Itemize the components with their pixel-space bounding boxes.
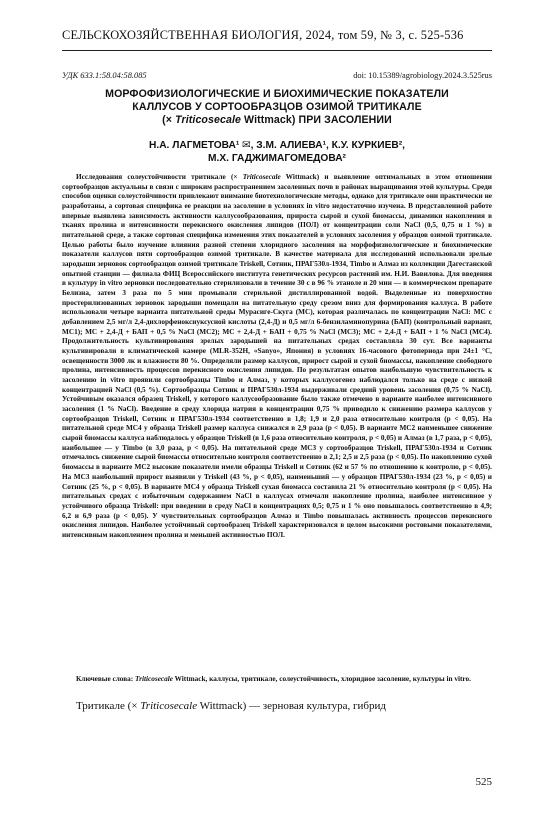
body-pre: Тритикале (× [76, 700, 141, 712]
title-line-2: КАЛЛУСОВ У СОРТООБРАЗЦОВ ОЗИМОЙ ТРИТИКАЛЕ [132, 101, 422, 113]
doi: doi: 10.15389/agrobiology.2024.3.525rus [353, 71, 492, 80]
title-line-3-pre: (× [162, 114, 176, 126]
abstract-paragraph [62, 173, 492, 541]
body-latin-name: Triticosecale [140, 700, 198, 712]
body-post: Wittmack) — зерновая культура, гибрид [197, 700, 386, 712]
title-line-3-post: Wittmack) ПРИ ЗАСОЛЕНИИ [241, 114, 392, 126]
keywords-text: Wittmack, каллусы, тритикале, солеустойчивость, хлоридное засоление, культуры in vitro. [172, 675, 471, 683]
authors-line-1: Н.А. ЛАГМЕТОВА¹ ✉, З.М. АЛИЕВА¹, К.У. КУРКИЕВ², [149, 140, 405, 151]
authors-line-2: М.Х. ГАДЖИМАГОМЕДОВА² [208, 152, 346, 164]
udk-code: УДК 633.1:58.04:58.085 [62, 71, 147, 80]
body-text-start [62, 699, 492, 713]
abstract-latin-name: Triticosecale [242, 173, 281, 181]
abstract [62, 173, 492, 541]
abstract-part-a: Исследования солеустойчивости тритикале (× [76, 173, 243, 181]
title-line-1: МОРФОФИЗИОЛОГИЧЕСКИЕ И БИОХИМИЧЕСКИЕ ПОКАЗАТЕЛИ [105, 88, 449, 100]
page-number: 525 [475, 776, 492, 788]
keywords [62, 675, 492, 685]
title-latin-name: Triticosecale [175, 114, 242, 126]
abstract-part-c: Wittmack) и выявление оптимальных в этом отношении сортообразцов актуальны в связи с широким распространением засоленных почв в районах выращивания этой культуры. Среди способов оценки солеустойчивости привлекают внимание биотехнологические методы, однако для тритикале они практически не разработаны, а сортовая специфика ее реакции на засоление в условиях in vitro недостаточно изучена. В представленной работе впервые выявлена зависимость активности каллусообразования, прироста сырой и сухой биомассы, динамики накопления в тканях пролина и интенсивности перекисного окисления липидов (ПОЛ) от концентрации соли NaCl (0,5, 0,75 и 1 %) в питательной среде, а также сортовая специфика изменения этих показателей в условиях засоления у образцов озимой тритикале. Целью работы было изучение влияния разной степени хлоридного засоления на морфофизиологические и биохимические показатели каллусов пяти сортообразцов озимой тритикале. В качестве материала для исследований использовали зрелые зародыши зерновок сортообразцов озимой тритикале Triskell, Сотник, ПРАГ530л-1934, Timbo и Алмаз из коллекции Дагестанской опытной станции — филиала ФИЦ Всероссийского института генетических ресурсов растений им. Н.И. Вавилова. Для введения в культуру in vitro зерновки последовательно стерилизовали в течение 30 с в 96 % этаноле и 20 мин — в коммерческом препарате Белизна, затем 3 раза по 5 мин промывали стерильной дистиллированной водой. Выделенные из поверхностно простерилизованных зерновок зародыши помещали на питательную среду срезом вниз для формирования каллуса. В работе использовали четыре варианта питательной среды Мурасиге-Скуга (МС), которая различалась по концентрации NaCl: МС с добавлением 2,5 мг/л 2,4-дихлорфеноксиуксусной кислоты (2,4-Д) и 0,5 мг/л 6-бензиламинопурина (БАП) (контрольный вариант, МС1); МС + 2,4-Д + БАП + 0,5 % NaCl (МС2); МС + 2,4-Д + БАП + 0,75 % NaCl (МС3); МС + 2,4-Д + БАП + 1 % NaCl (МС4). Продолжительность культивирования зрелых зародышей на питательных средах составляла 30 сут. Все варианты культивировали в климатической камере (MLR-352H, «Sanyo», Япония) в условиях 16-часового фотопериода при 24±1 °С, освещенности 3000 лк и влажности 80 %. Определяли размер каллусов, прирост сырой и сухой биомассы, накопление свободного пролина, интенсивность процессов перекисного окисления липидов. По результатам опытов наибольшую чувствительность к засолению in vitro проявили сортообразцы Timbo и Алмаз, у которых каллусогенез наблюдался только на среде с низкой концентрацией NaCl (0,5 %). Сортообразцы Сотник и ПРАГ530л-1934 выдерживали средний уровень засоления (0,75 % NaCl). Устойчивым оказался образец Triskell, у которого каллусообразование было также отмечено в варианте наиболее интенсивного засоления (1 % NaCl). Введение в среду хлорида натрия в концентрации 0,75 % приводило к снижению размера каллусов у сортообразцов Triskell, Сотник и ПРАГ530л-1934 соответственно в 1,8; 1,9 и 2,0 раза относительно контроля (р < 0,05). На питательной среде МС4 у образца Triskell размер каллуса снижался в 2,9 раза (р < 0,05). В варианте МС2 наименьшее снижение сырой биомассы каллуса наблюдалось у образцов Triskell (в 1,6 раза относительно контроля, р < 0,05) и Алмаз (в 1,7 раза, р < 0,05), наибольшее — у Timbo (в 3,0 раза, р < 0,05). На питательной среде МС3 у сортообразцов Triskell, ПРАГ530л-1934 и Сотник отмечалось снижение сырой биомассы относительно контроля соответственно в 2,1; 2,5 и 2,5 раза (р < 0,05). По накоплению сухой биомассы в варианте МС2 высокие показатели имели образцы Triskell и Сотник (62 и 57 % по отношению к контролю, р < 0,05). На МС3 наибольший прирост выявили у Triskell (43 %, р < 0,05), наименьший — у образцов ПРАГ530л-1934 (23 %, р < 0,05) и Сотник (25 %, р < 0,05). В варианте МС4 у образца Triskell сухая биомасса составила 21 % относительно контроля (р < 0,05). На питательных средах с избыточным содержанием NaCl в каллусах отмечали накопление пролина, наиболее интенсивное у устойчивого образца Triskell: при введении в среду NaCl в концентрациях 0,5; 0,75 и 1 % оно повышалось соответственно в 4,9; 6,2 и 6,9 раза (р < 0,05). У чувствительных сортообразцов Алмаз и Timbo повышалась активность процессов перекисного окисления липидов. Наиболее устойчивый сортообразец Triskell характеризовался в целом высокими ростовыми показателями, интенсивным накоплением пролина и меньшей активностью ПОЛ. [62, 173, 492, 539]
article-title [62, 88, 492, 127]
running-head: СЕЛЬСКОХОЗЯЙСТВЕННАЯ БИОЛОГИЯ, 2024, том 59, № 3, с. 525-536 [62, 28, 464, 42]
authors [62, 140, 492, 165]
keywords-label: Ключевые слова: [76, 675, 135, 683]
keywords-latin-name: Triticosecale [135, 675, 173, 683]
header-rule [62, 50, 492, 51]
keywords-paragraph [62, 675, 492, 685]
title-line-3 [62, 114, 492, 127]
